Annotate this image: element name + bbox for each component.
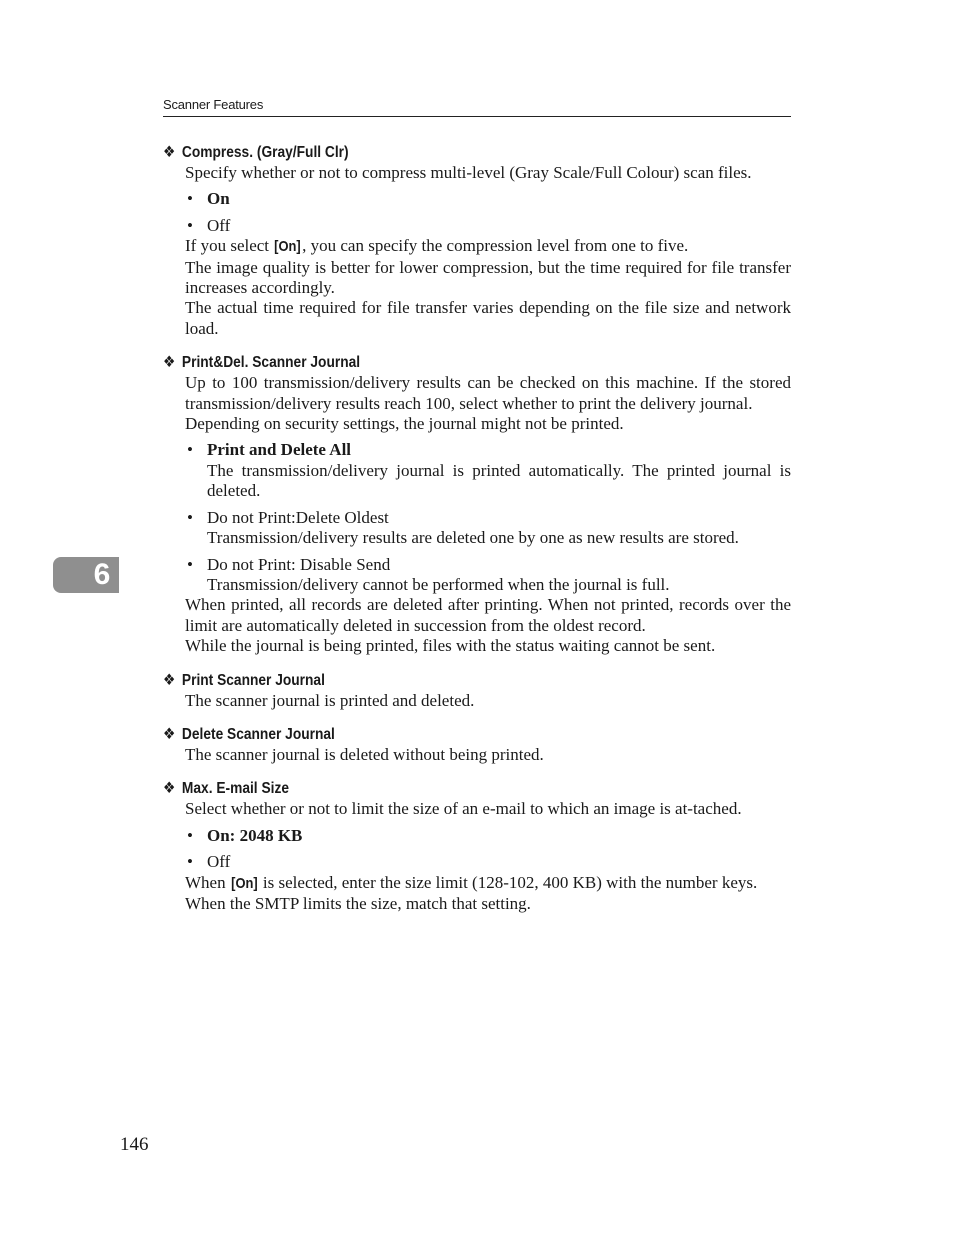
option-label: Off (207, 215, 231, 235)
section-heading: ❖ Compress. (Gray/Full Clr) (163, 144, 349, 161)
bullet-icon: • (187, 189, 193, 209)
bullet-icon: • (187, 215, 193, 235)
option-label: Do not Print: Disable Send (207, 554, 391, 574)
running-header-title: Scanner Features (163, 97, 264, 112)
note-text: The image quality is better for lower compression, but the time required for file transfer increases accordingly. (185, 257, 791, 298)
option-label: Print and Delete All (207, 440, 352, 460)
running-header (163, 96, 791, 117)
note-text: While the journal is being printed, files with the status waiting cannot be sent. (185, 636, 716, 656)
note-text: The actual time required for file transfer varies depending on the file size and network load. (185, 298, 791, 338)
diamond-icon: ❖ (163, 354, 176, 372)
note-text: When the SMTP limits the size, match that setting. (185, 893, 531, 913)
option-item (185, 216, 791, 236)
option-label: Do not Print:Delete Oldest (207, 507, 389, 527)
option-label: On: 2048 KB (207, 825, 303, 845)
option-description: Transmission/delivery cannot be performed when the journal is full. (207, 574, 670, 594)
note-text: If you select [On], you can specify the compression level from one to five. (185, 236, 791, 257)
diamond-icon: ❖ (163, 144, 176, 161)
section-intro: Up to 100 transmission/delivery results can be checked on this machine. If the stored transmission/delivery results reach 100, select whether to print the delivery journal. (185, 373, 791, 413)
option-item (185, 189, 791, 209)
section-intro: Specify whether or not to compress multi-level (Gray Scale/Full Colour) scan files. (185, 163, 752, 182)
option-list (185, 826, 791, 873)
chapter-tab (53, 557, 119, 593)
diamond-icon: ❖ (163, 725, 176, 743)
section-heading: ❖ Delete Scanner Journal (163, 725, 335, 743)
option-item (185, 852, 791, 872)
section-compress (163, 143, 791, 339)
section-heading: ❖ Max. E-mail Size (163, 780, 289, 798)
bullet-icon: • (187, 852, 193, 872)
option-item (185, 555, 791, 596)
diamond-icon: ❖ (163, 780, 176, 798)
section-heading: ❖ Print&Del. Scanner Journal (163, 354, 361, 372)
section-intro: The scanner journal is printed and deleted. (185, 690, 475, 710)
note-text: When [On] is selected, enter the size limit (128-102, 400 KB) with the number keys. (185, 873, 791, 894)
option-list (185, 189, 791, 236)
section-print-journal (163, 671, 791, 711)
option-description: Transmission/delivery results are deleted one by one as new results are stored. (207, 528, 739, 548)
key-label: [On] (231, 874, 258, 892)
option-item (185, 508, 791, 549)
bullet-icon: • (187, 554, 193, 574)
section-intro: Select whether or not to limit the size of an e-mail to which an image is at-tached. (185, 799, 742, 819)
chapter-number: 6 (93, 558, 111, 591)
key-label: [On] (274, 238, 301, 256)
option-label: Off (207, 852, 231, 872)
section-max-email-size (163, 779, 791, 914)
section-delete-journal (163, 725, 791, 765)
option-item (185, 440, 791, 501)
section-print-del-journal (163, 353, 791, 656)
option-description: The transmission/delivery journal is printed automatically. The printed journal is deleted. (207, 460, 791, 501)
bullet-icon: • (187, 825, 193, 845)
page-number: 146 (120, 1134, 149, 1155)
bullet-icon: • (187, 440, 193, 460)
diamond-icon: ❖ (163, 671, 176, 689)
note-text: When printed, all records are deleted after printing. When not printed, records over the limit are automatically deleted in succession from the oldest record. (185, 595, 791, 635)
section-intro: Depending on security settings, the journal might not be printed. (185, 414, 624, 434)
bullet-icon: • (187, 507, 193, 527)
section-intro: The scanner journal is deleted without being printed. (185, 744, 544, 764)
page-content (163, 143, 791, 928)
option-label: On (207, 189, 230, 209)
option-list (185, 440, 791, 595)
option-item (185, 826, 791, 846)
section-heading: ❖ Print Scanner Journal (163, 671, 325, 689)
